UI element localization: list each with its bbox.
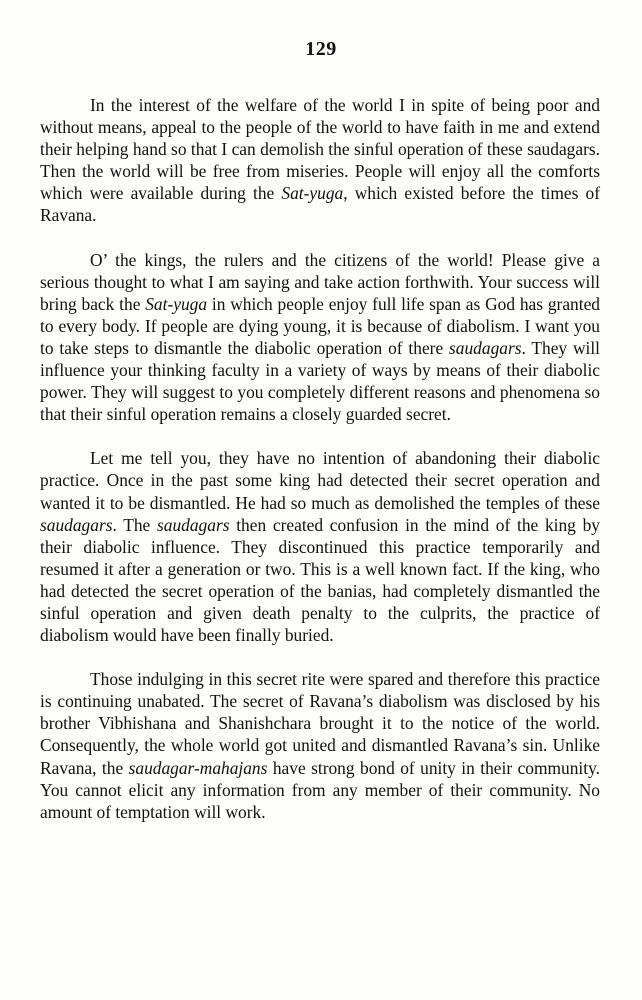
text-run: . The <box>112 514 157 535</box>
italic-term: saudagars <box>157 514 230 535</box>
body-text <box>40 94 600 823</box>
italic-term: Sat-yuga <box>145 293 208 314</box>
text-run: Let me tell you, they have no intention of abandoning their diabolic practice. Once in the past some king had detected their secret operation and wanted it to be dismantled. He had so much as demolished the temples of these <box>40 448 600 513</box>
italic-term: saudagars <box>40 514 113 535</box>
text-run: have strong bond of unity in their community. You cannot elicit any information from any member of their community. No amount of temptation will work. <box>40 757 601 822</box>
text-run: Those indulging in this secret rite were spared and therefore this practice is continuing unabated. The secret of Ravana’s diabolism was disclosed by his brother Vibhishana and Shanishchara brought it to the notice of the world. Consequently, the whole world got united and dismantled Ravana’s sin. Unlike Ravana, the <box>40 669 600 778</box>
paragraph <box>40 447 600 646</box>
paragraph <box>40 668 600 823</box>
paragraph <box>40 94 600 227</box>
text-run: in which people enjoy full life span as God has granted to every body. If people are dying young, it is because of diabolism. I want you to take steps to dismantle the diabolic operation of there <box>40 293 601 358</box>
page-number: 129 <box>305 38 337 60</box>
paragraph <box>40 249 600 426</box>
italic-term: saudagars <box>449 337 522 358</box>
italic-term: saudagar-mahajans <box>128 757 268 778</box>
text-run: then created confusion in the mind of the king by their diabolic influence. They discontinued this practice temporarily and resumed it after a generation or two. This is a well known fact. If the king, who had detected the secret operation of the banias, had completely dismantled the sinful operation and given death penalty to the culprits, the practice of diabolism would have been finally buried. <box>40 514 600 646</box>
text-run: , which existed before the times of Ravana. <box>40 183 601 226</box>
italic-term: Sat-yuga <box>281 183 344 204</box>
text-run: In the interest of the welfare of the world I in spite of being poor and without means, appeal to the people of the world to have faith in me and extend their helping hand so that I can demolish the sinful operation of these saudagars. Then the world will be free from miseries. People will enjoy all the comforts which were available during the <box>40 95 600 204</box>
text-run: O’ the kings, the rulers and the citizens of the world! Please give a serious thought to what I am saying and take action forthwith. Your success will bring back the <box>40 249 600 314</box>
text-run: . They will influence your thinking faculty in a variety of ways by means of their diabolic power. They will suggest to you completely different reasons and phenomena so that their sinful operation remains a closely guarded secret. <box>40 337 601 425</box>
